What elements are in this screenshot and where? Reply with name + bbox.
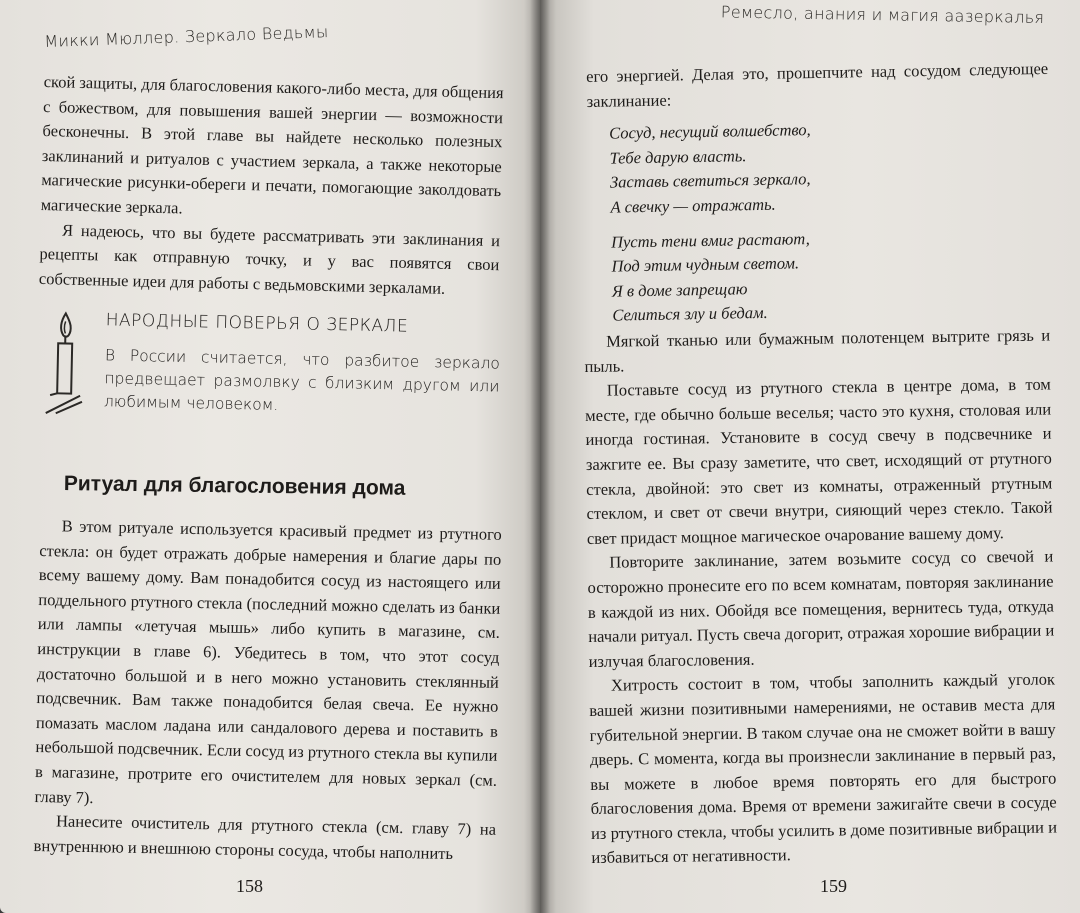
running-header-left: Микки Мюллер. Зеркало Ведьмы bbox=[44, 22, 329, 51]
spell-poem bbox=[609, 114, 1053, 328]
paragraph: Хитрость состоит в том, чтобы заполнить каждый уголок вашей жизни позитивными намерениями, не оставив места для губительной энергии. В таком случае она не сможет войти в вашу дверь. С момента, когда вы произнесли заклинание в первый раз, вы можете в любое время повторять его для быстрого благословения дома. Время от времени зажигайте свечи в сосуде из ртутного стекла, чтобы усилить в доме позитивные вибрации и избавиться от негативности. bbox=[589, 669, 1058, 868]
book-gutter-shadow bbox=[530, 0, 550, 913]
page-number-right: 159 bbox=[820, 876, 847, 896]
right-body-text bbox=[584, 323, 1058, 871]
poem-line: А свечку — отражать. bbox=[610, 194, 776, 217]
poem-line: Сосуд, несущий волшебство, bbox=[609, 120, 811, 143]
right-page bbox=[540, 0, 1080, 913]
paragraph: В этом ритуале используется красивый предмет из ртутного стекла: он будет отражать добрые намерения и благие дары по всему вашему дому. Вам понадобится сосуд из настоящего или поддельного ртутного стекла (последний можно сделать из банки или лампы «летучая мышь» либо купить в магазине, см. инструкции в главе 6). Убедитесь в том, что этот сосуд достаточно большой и в него можно установить стеклянный подсвечник. Вам также понадобится белая свеча. Ее нужно помазать маслом ладана или сандалового дерева и поставить в небольшой подсвечник. Если сосуд из ртутного стекла вы купили в магазине, протрите его очистителем для новых зеркал (см. главу 7). bbox=[34, 516, 502, 807]
intro-text bbox=[39, 70, 504, 303]
spell-block bbox=[586, 57, 1053, 339]
paragraph: Мягкой тканью или бумажным полотенцем вытрите грязь и пыль. bbox=[584, 325, 1051, 376]
candle-icon bbox=[42, 309, 90, 420]
paragraph: Повторите заклинание, затем возьмите сосуд со свечой и осторожно пронесите его по всем комнатам, повторяя заклинание в каждой из них. Обойдя все помещения, вернитесь туда, откуда начали ритуал. Пусть свеча догорит, отражая хорошие вибрации и излучая благословения. bbox=[587, 546, 1055, 671]
poem-line: Я в доме запрещаю bbox=[611, 278, 748, 301]
sidebar-title: НАРОДНЫЕ ПОВЕРЬЯ О ЗЕРКАЛЕ bbox=[105, 310, 409, 337]
poem-line: Пусть тени вмиг растают, bbox=[610, 228, 810, 252]
poem-line: Селиться злу и бедам. bbox=[612, 303, 768, 325]
poem-stanza bbox=[611, 222, 1053, 328]
poem-line: Заставь светиться зеркало, bbox=[609, 169, 811, 192]
paragraph: ской защиты, для благословения какого-либо места, для общения с божеством, для повышения вашей энергии — возможности бесконечны. В этой главе вы найдете несколько полезных заклинаний и ритуалов с участием зеркала, а также некоторые магические рисунки-обереги и печати, помогающие заколдовать магические зеркала. bbox=[40, 71, 504, 218]
poem-line: Под этим чудным светом. bbox=[611, 253, 800, 276]
running-header-right: Ремесло, анания и магия аазеркалья bbox=[720, 2, 1044, 27]
paragraph: Я надеюсь, что вы будете рассматривать эти заклинания и рецепты как отправную точку, и у вас появятся свои собственные идеи для работы с ведьмовскими зеркалами. bbox=[38, 220, 501, 298]
folk-beliefs-sidebar bbox=[41, 305, 503, 435]
section-title: Ритуал для благословения дома bbox=[63, 472, 406, 500]
page-number-left: 158 bbox=[236, 876, 263, 896]
paragraph: его энергией. Делая это, прошепчите над сосудом следующее заклинание: bbox=[586, 58, 1049, 111]
sidebar-text: В России считается, что разбитое зеркало предвещает размолвку с близким другом или любимым человеком. bbox=[103, 346, 501, 414]
ritual-text bbox=[33, 514, 502, 867]
poem-stanza bbox=[609, 114, 1051, 220]
paragraph: Поставьте сосуд из ртутного стекла в центре дома, в том месте, где обычно больше веселья; часто это кухня, столовая или иногда гостиная. Установите в сосуд свечу в подсвечнике и зажгите ее. Вы сразу заметите, что свет, исходящий от ртутного стекла, двойной: это свет из комнаты, отраженный ртутным стеклом, и свет от свечи внутри, сияющий через стекло. Такой свет придаст мощное магическое очарование вашему дому. bbox=[585, 374, 1053, 548]
paragraph: Нанесите очиститель для ртутного стекла (см. главу 7) на внутреннюю и внешнюю стороны сосуда, чтобы наполнить bbox=[33, 811, 497, 863]
poem-line: Тебе дарую власть. bbox=[609, 145, 747, 168]
